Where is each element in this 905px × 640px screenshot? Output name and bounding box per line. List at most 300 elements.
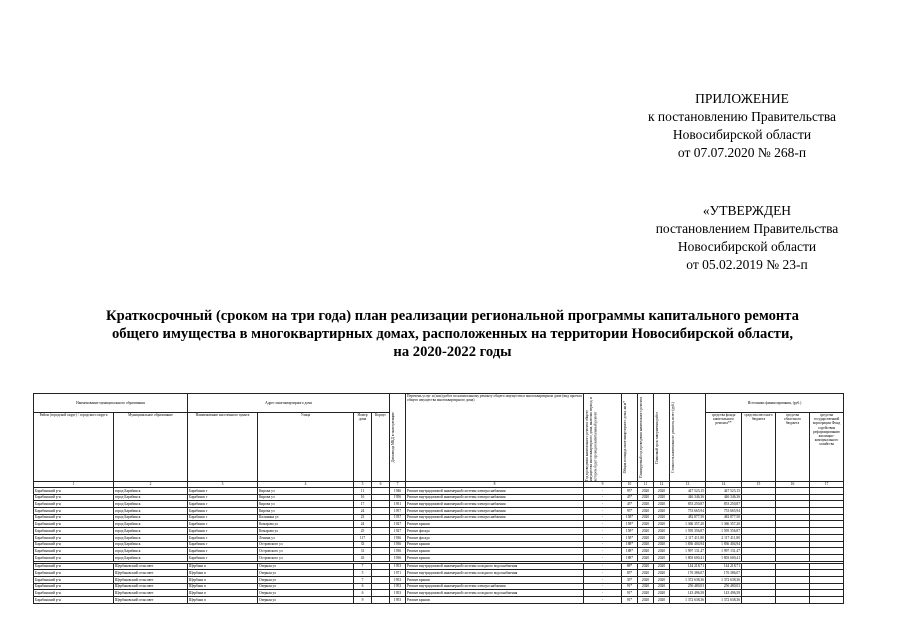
- table-cell: Барабинский р-н: [34, 541, 114, 548]
- table-cell: 2020: [654, 554, 670, 561]
- table-cell: 88*: [622, 563, 638, 570]
- table-cell: Ремонт внутридомовой инженерной системы холодного водоснабжения: [406, 563, 584, 570]
- table-cell: 144 218,71: [670, 563, 706, 570]
- table-cell: Ремонт внутридомовой инженерной системы электроснабжения: [406, 514, 584, 521]
- table-cell: 158*: [622, 528, 638, 535]
- table-cell: [742, 597, 776, 604]
- table-cell: Барабинский р-н: [34, 534, 114, 541]
- table-cell: -: [584, 534, 622, 541]
- table-cell: 1 836 404,94: [706, 541, 742, 548]
- table-cell: Озерная ул: [258, 590, 354, 597]
- column-number: 7: [390, 482, 406, 488]
- plan-table: [33, 393, 844, 604]
- table-cell: [776, 488, 810, 495]
- table-cell: 45*: [622, 501, 638, 508]
- table-cell: 2020: [654, 576, 670, 583]
- table-cell: Кирова ул: [258, 488, 354, 495]
- table-cell: Ленина ул: [258, 534, 354, 541]
- table-cell: 2 117 411,80: [706, 534, 742, 541]
- header-col-c-text: Планируемый год проведения капитального ремонта: [639, 397, 644, 478]
- table-cell: 446 346,36: [706, 494, 742, 501]
- column-number: 11: [638, 482, 654, 488]
- table-cell: Ремонт внутридомовой инженерной системы электроснабжения: [406, 583, 584, 590]
- table-cell: [810, 501, 844, 508]
- header-fund-state: средства государственной корпорации Фонд содействия реформированию жилищно-коммунального хозяйства: [810, 413, 844, 482]
- table-cell: 45*: [622, 494, 638, 501]
- table-cell: 188*: [622, 554, 638, 561]
- approved-line: от 05.02.2019 № 23-п: [686, 257, 808, 272]
- table-cell: 91*: [622, 597, 638, 604]
- table-cell: Ремонт внутридомовой инженерной системы холодного водоснабжения: [406, 570, 584, 577]
- table-cell: Барабинск г: [188, 501, 258, 508]
- table-cell: [810, 548, 844, 555]
- table-cell: [810, 583, 844, 590]
- table-cell: Ремонт фасада: [406, 534, 584, 541]
- plan-table-body: [34, 488, 844, 604]
- table-row: [34, 548, 844, 555]
- table-row: [34, 576, 844, 583]
- table-cell: 1957: [390, 508, 406, 515]
- table-cell: 1927: [390, 521, 406, 528]
- table-cell: город Барабинск: [114, 508, 188, 515]
- table-cell: 1 366 357,20: [706, 521, 742, 528]
- table-cell: 1936: [390, 554, 406, 561]
- column-number: 15: [742, 482, 776, 488]
- table-cell: [810, 514, 844, 521]
- header-locality: Наименование населенного пункта: [188, 413, 258, 482]
- table-cell: [742, 563, 776, 570]
- table-cell: 2020: [654, 501, 670, 508]
- table-row: [34, 583, 844, 590]
- table-cell: 1953: [390, 590, 406, 597]
- table-cell: [810, 528, 844, 535]
- table-cell: [776, 554, 810, 561]
- table-cell: 23: [354, 514, 372, 521]
- table-cell: Барабинский р-н: [34, 563, 114, 570]
- table-cell: 143 496,58: [706, 590, 742, 597]
- table-cell: Барабинск г: [188, 528, 258, 535]
- title-line: на 2020-2022 годы: [393, 344, 512, 360]
- table-cell: 158*: [622, 514, 638, 521]
- table-cell: [776, 583, 810, 590]
- table-cell: -: [584, 508, 622, 515]
- table-cell: 6: [354, 583, 372, 590]
- table-cell: Ремонт крыши: [406, 541, 584, 548]
- table-cell: город Барабинск: [114, 548, 188, 555]
- table-cell: Щербаковский сельсовет: [114, 597, 188, 604]
- table-cell: 6: [354, 590, 372, 597]
- table-cell: 35*: [622, 576, 638, 583]
- table-cell: Щербаки п: [188, 590, 258, 597]
- table-cell: -: [584, 528, 622, 535]
- approved-line: «УТВЕРЖДЕН: [702, 203, 792, 218]
- column-number: 14: [706, 482, 742, 488]
- table-cell: [776, 548, 810, 555]
- table-cell: [810, 590, 844, 597]
- table-cell: [372, 521, 390, 528]
- table-cell: 2 117 411,80: [670, 534, 706, 541]
- table-cell: 24: [354, 508, 372, 515]
- table-cell: 2020: [638, 570, 654, 577]
- approved-line: Новосибирской области: [677, 239, 817, 254]
- table-cell: Кирова ул: [258, 494, 354, 501]
- table-cell: -: [584, 548, 622, 555]
- table-cell: 482 877,50: [706, 514, 742, 521]
- table-cell: Щербаковский сельсовет: [114, 576, 188, 583]
- table-cell: город Барабинск: [114, 534, 188, 541]
- table-cell: 1953: [390, 576, 406, 583]
- table-cell: Островского ул: [258, 554, 354, 561]
- table-cell: Барабинский р-н: [34, 554, 114, 561]
- header-year-text: Дата ввода МКД в эксплуатацию: [391, 412, 396, 463]
- table-cell: [372, 501, 390, 508]
- column-number: 6: [372, 482, 390, 488]
- header-municipal-group: Наименование муниципального образования: [34, 394, 188, 413]
- column-number: 1: [34, 482, 114, 488]
- table-cell: [742, 576, 776, 583]
- table-cell: 482 877,50: [670, 514, 706, 521]
- table-cell: 188*: [622, 548, 638, 555]
- table-cell: [742, 514, 776, 521]
- header-col-d-text: Плановый срок завершения работ: [655, 411, 660, 464]
- table-cell: -: [584, 554, 622, 561]
- table-cell: -: [584, 521, 622, 528]
- appendix-line: ПРИЛОЖЕНИЕ: [695, 91, 789, 106]
- table-cell: 7: [354, 563, 372, 570]
- table-cell: 95*: [622, 488, 638, 495]
- column-number: 13: [670, 482, 706, 488]
- table-cell: [372, 488, 390, 495]
- table-cell: 95*: [622, 508, 638, 515]
- header-fund-owners: средства фонда капитального ремонта**: [706, 413, 742, 482]
- table-row: [34, 494, 844, 501]
- table-cell: 2020: [654, 534, 670, 541]
- table-cell: Барабинский р-н: [34, 570, 114, 577]
- table-cell: 1 836 404,94: [670, 541, 706, 548]
- table-cell: 1953: [390, 597, 406, 604]
- title-line: Краткосрочный (сроком на три года) план реализации региональной программы капитального ремонта: [106, 308, 799, 324]
- table-cell: 447 523,15: [670, 488, 706, 495]
- table-cell: 853 250,87: [706, 501, 742, 508]
- table-cell: 1937: [390, 514, 406, 521]
- table-cell: 33: [354, 541, 372, 548]
- column-number: 8: [406, 482, 584, 488]
- table-cell: 11: [354, 488, 372, 495]
- header-settlement: Муниципальное образование: [114, 413, 188, 482]
- table-cell: 2020: [638, 534, 654, 541]
- table-cell: 158*: [622, 521, 638, 528]
- table-cell: Кирова ул: [258, 508, 354, 515]
- table-cell: 5: [354, 570, 372, 577]
- table-cell: 2020: [638, 508, 654, 515]
- table-cell: -: [584, 541, 622, 548]
- table-cell: Щербаковский сельсовет: [114, 590, 188, 597]
- table-cell: 1 372 638,36: [670, 576, 706, 583]
- table-cell: 1 997 131,47: [670, 548, 706, 555]
- table-cell: [810, 494, 844, 501]
- table-cell: [372, 583, 390, 590]
- table-cell: [810, 534, 844, 541]
- table-cell: 9: [354, 597, 372, 604]
- table-cell: [742, 541, 776, 548]
- table-cell: Озерная ул: [258, 570, 354, 577]
- table-cell: 2020: [654, 514, 670, 521]
- table-cell: Щербаки п: [188, 597, 258, 604]
- table-cell: 2020: [638, 583, 654, 590]
- table-cell: 1951: [390, 501, 406, 508]
- table-cell: 144 218,71: [706, 563, 742, 570]
- table-cell: [810, 576, 844, 583]
- table-cell: Барабинский р-н: [34, 590, 114, 597]
- table-cell: 1936: [390, 548, 406, 555]
- table-cell: 2020: [654, 570, 670, 577]
- table-cell: Барабинск г: [188, 541, 258, 548]
- table-cell: -: [584, 514, 622, 521]
- document-title: [60, 307, 845, 361]
- table-cell: Ремонт внутридомовой инженерной системы электроснабжения: [406, 494, 584, 501]
- table-cell: 1953: [390, 583, 406, 590]
- table-row: [34, 541, 844, 548]
- table-cell: [372, 570, 390, 577]
- table-cell: город Барабинск: [114, 528, 188, 535]
- table-cell: 2020: [654, 521, 670, 528]
- table-cell: [372, 494, 390, 501]
- table-cell: 2020: [638, 521, 654, 528]
- table-cell: Островского ул: [258, 548, 354, 555]
- table-cell: Барабинск г: [188, 494, 258, 501]
- table-cell: 2020: [638, 590, 654, 597]
- table-cell: [776, 508, 810, 515]
- table-row: [34, 514, 844, 521]
- table-cell: 2020: [654, 563, 670, 570]
- table-cell: [776, 534, 810, 541]
- table-row: [34, 508, 844, 515]
- table-row: [34, 554, 844, 561]
- table-cell: [810, 597, 844, 604]
- approved-line: постановлением Правительства: [655, 221, 839, 236]
- header-fund-regional: средства областного бюджета: [776, 413, 810, 482]
- table-cell: Барабинск г: [188, 514, 258, 521]
- table-cell: [776, 590, 810, 597]
- table-cell: [372, 514, 390, 521]
- table-cell: [742, 521, 776, 528]
- header-address-group: Адрес многоквартирного дома: [188, 394, 390, 413]
- table-cell: 1956: [390, 494, 406, 501]
- table-cell: 256 480,03: [706, 583, 742, 590]
- table-cell: город Барабинск: [114, 514, 188, 521]
- table-cell: [810, 541, 844, 548]
- header-col-a: [584, 394, 622, 482]
- table-cell: [776, 528, 810, 535]
- table-cell: город Барабинск: [114, 541, 188, 548]
- header-col-a-text: Год проведения капитального ремонта общего имущества многоквартирного дома, включая период, в котором будет проведен капитальный ремонт: [585, 397, 598, 481]
- header-col-e-text: Стоимость капитального ремонта, всего (руб.): [671, 401, 676, 474]
- table-cell: Щербаковский сельсовет: [114, 583, 188, 590]
- table-row: [34, 590, 844, 597]
- table-cell: 117: [354, 534, 372, 541]
- table-cell: Щербаки п: [188, 563, 258, 570]
- table-cell: [810, 521, 844, 528]
- table-cell: 1 372 638,36: [706, 576, 742, 583]
- table-cell: [372, 576, 390, 583]
- header-street: Улица: [258, 413, 354, 482]
- table-cell: 91*: [622, 583, 638, 590]
- table-row: [34, 563, 844, 570]
- table-cell: 2020: [654, 528, 670, 535]
- table-cell: Озерная ул: [258, 576, 354, 583]
- table-row: [34, 521, 844, 528]
- table-cell: Щербаки п: [188, 583, 258, 590]
- column-number: 5: [354, 482, 372, 488]
- table-cell: -: [584, 570, 622, 577]
- column-number: 3: [188, 482, 258, 488]
- table-cell: [776, 521, 810, 528]
- table-cell: [776, 576, 810, 583]
- appendix-line: от 07.07.2020 № 268-п: [677, 145, 807, 160]
- table-cell: 43: [354, 554, 372, 561]
- table-cell: 25: [354, 528, 372, 535]
- table-cell: Барабинск г: [188, 508, 258, 515]
- table-cell: 16: [354, 494, 372, 501]
- table-cell: -: [584, 583, 622, 590]
- header-col-d: [654, 394, 670, 482]
- table-cell: 753 665,94: [706, 508, 742, 515]
- table-cell: 31: [354, 548, 372, 555]
- table-cell: 2020: [638, 576, 654, 583]
- table-cell: [742, 534, 776, 541]
- table-cell: [810, 508, 844, 515]
- table-cell: Барабинский р-н: [34, 528, 114, 535]
- table-cell: Озерная ул: [258, 563, 354, 570]
- title-line: общего имущества в многоквартирных домах, расположенных на территории Новосибирской области,: [111, 326, 794, 342]
- table-cell: [742, 583, 776, 590]
- table-row: [34, 528, 844, 535]
- table-cell: город Барабинск: [114, 554, 188, 561]
- header-house: Номер дома: [354, 413, 372, 482]
- table-cell: Барабинский р-н: [34, 501, 114, 508]
- table-cell: Калинина ул: [258, 514, 354, 521]
- table-row: [34, 534, 844, 541]
- table-cell: 2020: [638, 514, 654, 521]
- table-cell: [776, 597, 810, 604]
- appendix-line: к постановлению Правительства: [647, 109, 837, 124]
- table-cell: Барабинский р-н: [34, 508, 114, 515]
- table-cell: Кирова ул: [258, 501, 354, 508]
- table-cell: Комарова ул: [258, 528, 354, 535]
- header-year-col: [390, 394, 406, 482]
- table-cell: Ремонт крыши: [406, 548, 584, 555]
- table-cell: 1 372 638,36: [706, 597, 742, 604]
- table-cell: 1 803 600,41: [706, 554, 742, 561]
- table-cell: 2020: [654, 597, 670, 604]
- table-cell: [776, 514, 810, 521]
- table-cell: город Барабинск: [114, 494, 188, 501]
- header-funding-group: Источники финансирования, (руб.): [706, 394, 844, 413]
- table-cell: [742, 590, 776, 597]
- table-cell: 1971: [390, 570, 406, 577]
- table-cell: Барабинский р-н: [34, 488, 114, 495]
- table-cell: Барабинск г: [188, 521, 258, 528]
- header-col-b: [622, 394, 638, 482]
- table-cell: 1 997 131,47: [706, 548, 742, 555]
- table-cell: Барабинский р-н: [34, 548, 114, 555]
- table-cell: Щербаковский сельсовет: [114, 570, 188, 577]
- table-cell: 2020: [638, 548, 654, 555]
- table-cell: Барабинский р-н: [34, 597, 114, 604]
- table-cell: Барабинский р-н: [34, 583, 114, 590]
- table-cell: 2020: [654, 583, 670, 590]
- table-cell: город Барабинск: [114, 501, 188, 508]
- table-cell: Ремонт внутридомовой инженерной системы электроснабжения: [406, 488, 584, 495]
- table-cell: [742, 554, 776, 561]
- table-cell: -: [584, 501, 622, 508]
- table-cell: -: [584, 590, 622, 597]
- table-cell: 2020: [654, 541, 670, 548]
- table-cell: 1 595 356,87: [670, 528, 706, 535]
- table-cell: [810, 554, 844, 561]
- table-row: [34, 501, 844, 508]
- table-cell: 1936: [390, 534, 406, 541]
- table-cell: [776, 563, 810, 570]
- table-cell: [742, 508, 776, 515]
- table-cell: [810, 488, 844, 495]
- table-cell: 753 665,94: [670, 508, 706, 515]
- table-cell: [776, 541, 810, 548]
- table-cell: 176 386,07: [670, 570, 706, 577]
- header-col-b-text: Общая площадь многоквартирного дома, кв.м*: [623, 401, 628, 474]
- table-cell: Барабинск г: [188, 554, 258, 561]
- table-cell: 2020: [638, 554, 654, 561]
- table-cell: Ремонт крыши: [406, 597, 584, 604]
- table-cell: [742, 548, 776, 555]
- approved-block: [612, 202, 882, 274]
- table-row: [34, 488, 844, 495]
- table-cell: [810, 570, 844, 577]
- table-cell: Озерная ул: [258, 583, 354, 590]
- table-cell: Островского ул: [258, 541, 354, 548]
- table-cell: Барабинский р-н: [34, 514, 114, 521]
- table-cell: 2020: [654, 590, 670, 597]
- header-col-e: [670, 394, 706, 482]
- table-cell: 1 372 638,36: [670, 597, 706, 604]
- header-col-c: [638, 394, 654, 482]
- table-cell: [372, 528, 390, 535]
- table-cell: 2020: [638, 597, 654, 604]
- table-cell: 2020: [654, 488, 670, 495]
- table-cell: город Барабинск: [114, 488, 188, 495]
- table-cell: 2020: [638, 563, 654, 570]
- table-cell: -: [584, 563, 622, 570]
- table-cell: [810, 563, 844, 570]
- table-cell: [742, 494, 776, 501]
- table-cell: Ремонт крыши: [406, 521, 584, 528]
- table-cell: 158*: [622, 534, 638, 541]
- table-cell: [742, 501, 776, 508]
- table-cell: 1927: [390, 528, 406, 535]
- table-cell: Барабинск г: [188, 548, 258, 555]
- table-cell: 1953: [390, 563, 406, 570]
- table-cell: 91*: [622, 590, 638, 597]
- table-cell: 2020: [638, 541, 654, 548]
- table-cell: 7: [354, 576, 372, 583]
- appendix-block: [612, 90, 872, 162]
- table-cell: [776, 501, 810, 508]
- table-cell: Барабинск г: [188, 534, 258, 541]
- table-cell: [372, 563, 390, 570]
- table-cell: -: [584, 494, 622, 501]
- table-cell: Щербаковский сельсовет: [114, 563, 188, 570]
- table-cell: [372, 597, 390, 604]
